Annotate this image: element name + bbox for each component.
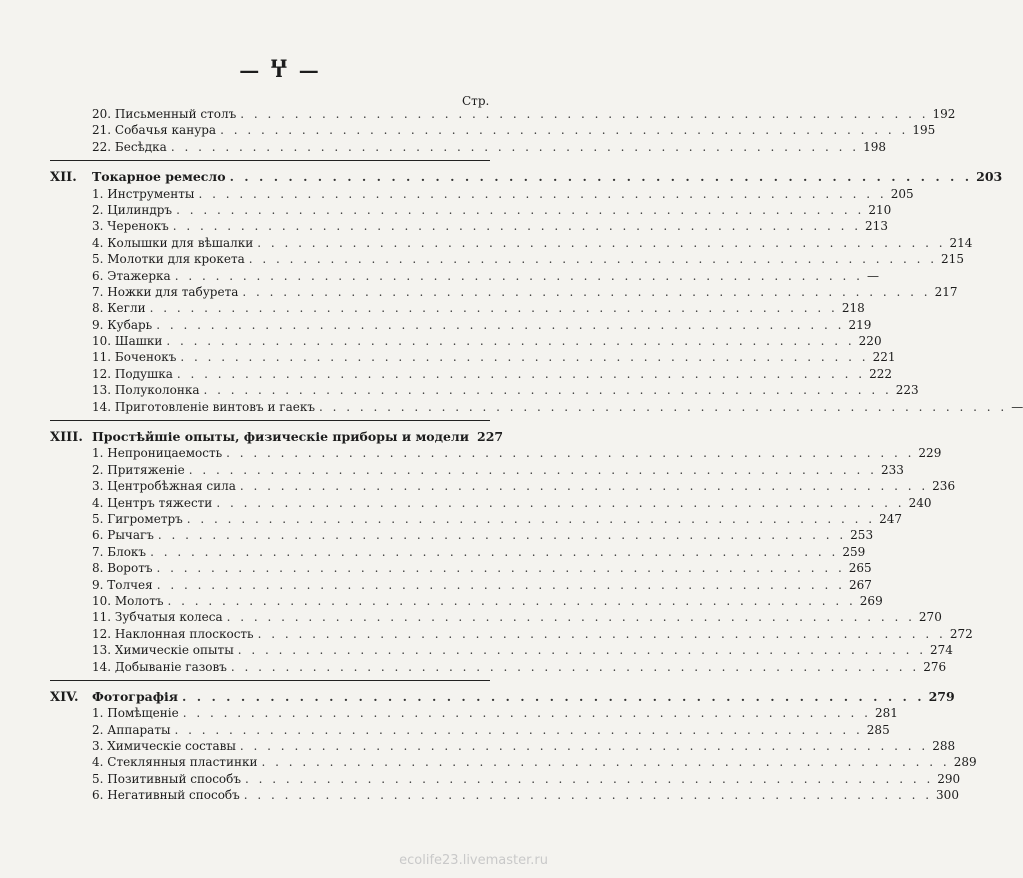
dot-leader: . . . . . . . . . . . . . . . . . . . . . . . . . . . . . . . . . . . . . . . . . . . . . . . . . . . (186, 511, 876, 526)
dot-leader: . . . . . . . . . . . . . . . . . . . . . . . . . . . . . . . . . . . . . . . . . . . . . . . . . . . (240, 107, 929, 121)
toc-entry (50, 106, 956, 122)
chapter-page: 279 (928, 688, 955, 704)
entry-label: 7. Блокъ (92, 544, 147, 559)
chapter-label (50, 429, 469, 446)
dot-leader: . . . . . . . . . . . . . . . . . . . . . . . . . . . . . . . . . . . . . . . . . . . . . . . . . . . (220, 123, 909, 138)
toc-entry (50, 771, 961, 787)
toc-entry (50, 268, 879, 284)
dot-leader: . . . . . . . . . . . . . . . . . . . . . . . . . . . . . . . . . . . . . . . . . . . . . . . . . . . (157, 528, 847, 543)
dot-leader: . . . . . . . . . . . . . . . . . . . . . . . . . . . . . . . . . . . . . . . . . . . . . . . . . . . (156, 561, 845, 576)
entry-page: 221 (872, 350, 896, 365)
entry-page: — (866, 268, 879, 283)
entry-label: 2. Притяженіе (92, 462, 185, 477)
entry-label: 8. Кегли (92, 301, 146, 316)
dot-leader: . . . . . . . . . . . . . . . . . . . . . . . . . . . . . . . . . . . . . . . . . . . . . . . . . . . (237, 643, 927, 658)
dot-leader: . . . . . . . . . . . . . . . . . . . . . . . . . . . . . . . . . . . . . . . . . . . . . . . . . . . (149, 301, 838, 316)
toc-entry (50, 366, 893, 382)
chapter-page: 203 (976, 169, 1003, 185)
entry-page: 214 (949, 235, 973, 250)
toc-entry (50, 705, 898, 721)
entry-page: 223 (895, 383, 919, 398)
entry-page: 240 (908, 495, 932, 510)
entry-page: 213 (865, 219, 888, 234)
chapter-page: 227 (477, 429, 504, 445)
dot-leader: . . . . . . . . . . . . . . . . . . . . . . . . . . . . . . . . . . . . . . . . . . . . . . . . . . . (248, 252, 938, 267)
chapter-title: Токарное ремесло (92, 169, 226, 185)
entry-page: 198 (863, 139, 886, 154)
section-divider (50, 420, 490, 421)
entry-label: 2. Цилиндръ (92, 202, 173, 217)
entry-label: 4. Центръ тяжести (92, 495, 213, 510)
dot-leader: . . . . . . . . . . . . . . . . . . . . . . . . . . . . . . . . . . . . . . . . . . . . . . . . . . . (176, 202, 865, 217)
toc-entry (50, 218, 888, 234)
toc-entry (50, 399, 1023, 415)
toc-entry (50, 527, 874, 543)
entry-label: 3. Химическіе составы (92, 739, 236, 754)
dot-leader: . . . . . . . . . . . . . . . . . . . . . . . . . . . . . . . . . . . . . . . . . . . . . . . . . . . (188, 462, 877, 477)
entry-label: 5. Молотки для крокета (92, 252, 245, 267)
entry-label: 3. Центробѣжная сила (92, 479, 236, 494)
chapter-row (50, 429, 504, 446)
entry-label: 11. Боченокъ (92, 350, 177, 365)
entry-label: 13. Химическіе опыты (92, 643, 234, 658)
entry-page: 218 (841, 301, 865, 316)
toc-entry (50, 300, 865, 316)
dot-leader: . . . . . . . . . . . . . . . . . . . . . . . . . . . . . . . . . . . . . . . . . . . . . . . . . . . (239, 479, 929, 494)
toc-entry (50, 333, 882, 349)
toc-entry (50, 478, 956, 494)
toc-entry (50, 317, 872, 333)
toc-entry (50, 122, 936, 138)
page-column-header: Стр. (462, 94, 490, 108)
toc-entry (50, 787, 959, 803)
chapter-row (50, 688, 955, 705)
dot-leader: . . . . . . . . . . . . . . . . . . . . . . . . . . . . . . . . . . . . . . . . . . . . . . . . . . . (318, 399, 1008, 414)
entry-label: 12. Подушка (92, 366, 173, 381)
entry-page: 205 (890, 186, 914, 201)
entry-label: 6. Рычагъ (92, 528, 154, 543)
entry-page: 233 (880, 462, 904, 477)
toc-entry (50, 251, 964, 267)
entry-page: 259 (842, 544, 866, 559)
toc-entry (50, 609, 942, 625)
entry-page: 285 (866, 722, 890, 737)
chapter-title: Фотографія (92, 688, 179, 704)
toc-entry (50, 186, 914, 202)
chapter-row (50, 169, 1003, 186)
section-divider (50, 160, 490, 161)
dot-leader: . . . . . . . . . . . . . . . . . . . . . . . . . . . . . . . . . . . . . . . . . . . . . . . . . . . (257, 626, 946, 641)
entry-label: 21. Собачья канура (92, 123, 217, 138)
dot-leader: . . . . . . . . . . . . . . . . . . . . . . . . . . . . . . . . . . . . . . . . . . . . . . . . . . . (170, 139, 860, 154)
entry-page: 210 (868, 202, 892, 217)
dot-leader: . . . . . . . . . . . . . . . . . . . . . . . . . . . . . . . . . . . . . . . . . . . . . . . . . . . (182, 688, 925, 704)
toc-entry (50, 139, 886, 155)
toc-entry (50, 235, 973, 251)
entry-label: 7. Ножки для табурета (92, 284, 239, 299)
dot-leader: . . . . . . . . . . . . . . . . . . . . . . . . . . . . . . . . . . . . . . . . . . . . . . . . . . . (261, 755, 950, 770)
page-number: — Ⴤ — (239, 58, 321, 82)
chapter-label (50, 169, 226, 186)
toc-entry (50, 349, 896, 365)
dot-leader: . . . . . . . . . . . . . . . . . . . . . . . . . . . . . . . . . . . . . . . . . . . . . . . . . . . (180, 350, 869, 365)
dot-leader: . . . . . . . . . . . . . . . . . . . . . . . . . . . . . . . . . . . . . . . . . . . . . . . . . . . (203, 383, 892, 398)
toc-entry (50, 495, 932, 511)
toc-entry (50, 202, 892, 218)
dot-leader: . . . . . . . . . . . . . . . . . . . . . . . . . . . . . . . . . . . . . . . . . . . . . . . . . . . (230, 659, 920, 674)
entry-page: 215 (941, 252, 964, 267)
entry-label: 5. Позитивный способъ (92, 771, 241, 786)
toc-entry (50, 722, 890, 738)
dot-leader: . . . . . . . . . . . . . . . . . . . . . . . . . . . . . . . . . . . . . . . . . . . . . . . . . . . (198, 186, 887, 201)
entry-label: 8. Воротъ (92, 561, 153, 576)
toc-entry (50, 511, 902, 527)
entry-page: 236 (932, 479, 956, 494)
dot-leader: . . . . . . . . . . . . . . . . . . . . . . . . . . . . . . . . . . . . . . . . . . . . . . . . . . . (176, 366, 866, 381)
dot-leader: . . . . . . . . . . . . . . . . . . . . . . . . . . . . . . . . . . . . . . . . . . . . . . . . . . . (156, 317, 845, 332)
entry-page: 290 (937, 771, 961, 786)
entry-page: 274 (930, 643, 953, 658)
entry-label: 14. Добываніе газовъ (92, 659, 227, 674)
watermark: ecolife23.livemaster.ru (399, 853, 548, 868)
entry-label: 10. Молотъ (92, 593, 164, 608)
entry-label: 9. Толчея (92, 577, 153, 592)
entry-label: 14. Приготовленіе винтовъ и гаекъ (92, 399, 315, 414)
toc-entry (50, 642, 953, 658)
dot-leader: . . . . . . . . . . . . . . . . . . . . . . . . . . . . . . . . . . . . . . . . . . . . . . . . . . . (174, 268, 863, 283)
entry-label: 20. Письменный столъ (92, 107, 237, 121)
entry-page: 217 (934, 284, 958, 299)
table-of-contents (50, 106, 1023, 804)
entry-page: 219 (848, 317, 872, 332)
dot-leader: . . . . . . . . . . . . . . . . . . . . . . . . . . . . . . . . . . . . . . . . . . . . . . . . . . . (172, 219, 862, 234)
dot-leader: . . . . . . . . . . . . . . . . . . . . . . . . . . . . . . . . . . . . . . . . . . . . . . . . . . . (257, 235, 946, 250)
entry-label: 22. Бесѣдка (92, 139, 167, 154)
entry-label: 3. Черенокъ (92, 219, 169, 234)
entry-page: 222 (869, 366, 893, 381)
entry-page: 272 (949, 626, 973, 641)
entry-label: 1. Непроницаемость (92, 446, 223, 461)
dot-leader: . . . . . . . . . . . . . . . . . . . . . . . . . . . . . . . . . . . . . . . . . . . . . . . . . . . (242, 284, 931, 299)
dot-leader: . . . . . . . . . . . . . . . . . . . . . . . . . . . . . . . . . . . . . . . . . . . . . . . . . . . (166, 334, 855, 349)
entry-label: 10. Шашки (92, 334, 163, 349)
dot-leader: . . . . . . . . . . . . . . . . . . . . . . . . . . . . . . . . . . . . . . . . . . . . . . . . . . . (182, 706, 871, 721)
dot-leader: . . . . . . . . . . . . . . . . . . . . . . . . . . . . . . . . . . . . . . . . . . . . . . . . . . . (226, 610, 915, 625)
toc-entry (50, 462, 904, 478)
entry-page: 276 (923, 659, 947, 674)
dot-leader: . . . . . . . . . . . . . . . . . . . . . . . . . . . . . . . . . . . . . . . . . . . . . . . . . . . (226, 446, 915, 461)
entry-label: 11. Зубчатыя колеса (92, 610, 223, 625)
entry-label: 6. Этажерка (92, 268, 171, 283)
toc-entry (50, 626, 973, 642)
entry-label: 6. Негативный способъ (92, 788, 240, 803)
entry-label: 9. Кубарь (92, 317, 153, 332)
entry-label: 5. Гигрометръ (92, 511, 183, 526)
toc-entry (50, 738, 956, 754)
toc-entry (50, 284, 958, 300)
entry-label: 1. Инструменты (92, 186, 195, 201)
dot-leader: . . . . . . . . . . . . . . . . . . . . . . . . . . . . . . . . . . . . . . . . . . . . . . . . . . . (150, 544, 839, 559)
entry-page: — (1011, 399, 1023, 414)
toc-entry (50, 544, 866, 560)
entry-page: 288 (932, 739, 956, 754)
entry-label: 4. Колышки для вѣшалки (92, 235, 254, 250)
entry-page: 281 (874, 706, 898, 721)
toc-entry (50, 560, 872, 576)
entry-label: 12. Наклонная плоскость (92, 626, 254, 641)
entry-page: 270 (918, 610, 942, 625)
dot-leader: . . . . . . . . . . . . . . . . . . . . . . . . . . . . . . . . . . . . . . . . . . . . . . . . . . . (174, 722, 863, 737)
dot-leader: . . . . . . . . . . . . . . . . . . . . . . . . . . . . . . . . . . . . . . . . . . . . . . . . . . . (216, 495, 905, 510)
dot-leader: . . . . . . . . . . . . . . . . . . . . . . . . . . . . . . . . . . . . . . . . . . . . . . . . . . . (229, 169, 973, 185)
entry-label: 2. Аппараты (92, 722, 171, 737)
entry-label: 4. Стеклянныя пластинки (92, 755, 258, 770)
entry-page: 195 (912, 123, 936, 138)
dot-leader: . . . . . . . . . . . . . . . . . . . . . . . . . . . . . . . . . . . . . . . . . . . . . . . . . . . (239, 739, 929, 754)
toc-entry (50, 659, 947, 675)
dot-leader: . . . . . . . . . . . . . . . . . . . . . . . . . . . . . . . . . . . . . . . . . . . . . . . . . . . (243, 788, 933, 803)
dot-leader: . . . . . . . . . . . . . . . . . . . . . . . . . . . . . . . . . . . . . . . . . . . . . . . . . . . (245, 771, 934, 786)
entry-label: 1. Помѣщеніе (92, 706, 179, 721)
entry-page: 229 (918, 446, 942, 461)
toc-entry (50, 754, 977, 770)
dot-leader: . . . . . . . . . . . . . . . . . . . . . . . . . . . . . . . . . . . . . . . . . . . . . . . . . . . (167, 593, 856, 608)
entry-page: 220 (858, 334, 882, 349)
toc-entry (50, 445, 942, 461)
entry-page: 253 (850, 528, 874, 543)
toc-entry (50, 577, 872, 593)
chapter-title: Простѣйшіе опыты, физическіе приборы и модели (92, 429, 470, 445)
entry-page: 269 (859, 593, 883, 608)
chapter-number: XIV. (50, 689, 79, 705)
entry-page: 289 (953, 755, 977, 770)
entry-page: 267 (849, 577, 872, 592)
entry-page: 300 (936, 788, 959, 803)
chapter-label (50, 689, 178, 706)
entry-page: 247 (879, 511, 902, 526)
chapter-number: XIII. (50, 430, 83, 446)
toc-entry (50, 382, 919, 398)
section-divider (50, 680, 490, 681)
dot-leader: . . . . . . . . . . . . . . . . . . . . . . . . . . . . . . . . . . . . . . . . . . . . . . . . . . . (156, 577, 845, 592)
entry-page: 265 (848, 561, 872, 576)
entry-page: 192 (932, 107, 956, 121)
entry-label: 13. Полуколонка (92, 383, 200, 398)
toc-entry (50, 593, 883, 609)
chapter-number: XII. (50, 170, 77, 186)
